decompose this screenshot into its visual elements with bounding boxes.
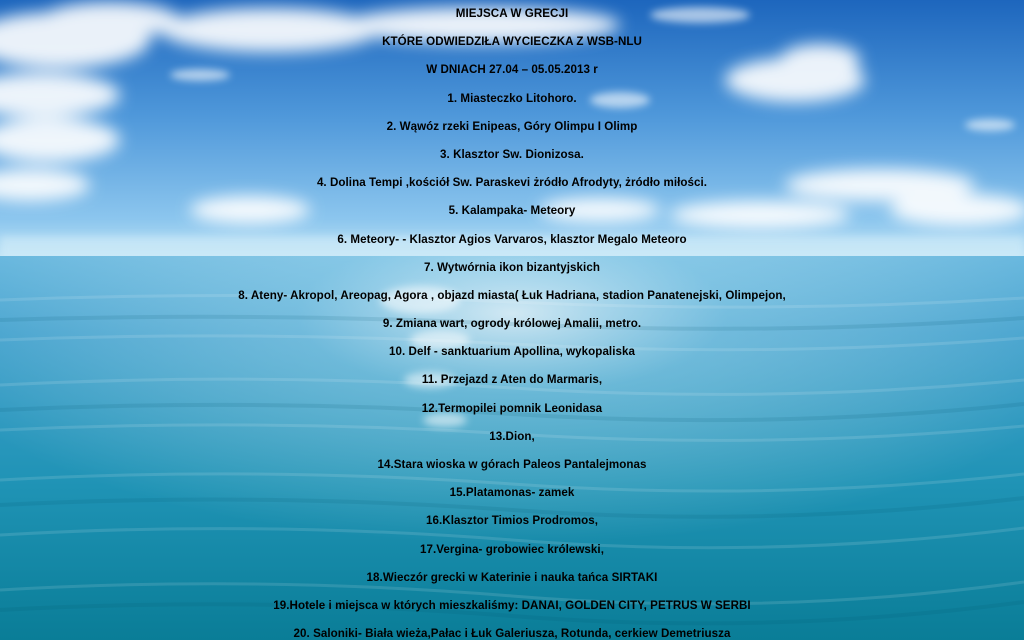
list-item: 7. Wytwórnia ikon bizantyjskich: [424, 260, 600, 274]
list-item: 8. Ateny- Akropol, Areopag, Agora , objazd miasta( Łuk Hadriana, stadion Panatenejski, Olimpejon,: [238, 288, 786, 302]
slide-dates: W DNIACH 27.04 – 05.05.2013 r: [426, 63, 598, 77]
list-item: 20. Saloniki- Biała wieża,Pałac i Łuk Galeriusza, Rotunda, cerkiew Demetriusza: [293, 627, 731, 640]
list-item: 11. Przejazd z Aten do Marmaris,: [421, 373, 603, 387]
list-item: 13.Dion,: [489, 429, 535, 443]
list-item: 18.Wieczór grecki w Katerinie i nauka tańca SIRTAKI: [366, 570, 658, 584]
list-item: 17.Vergina- grobowiec królewski,: [420, 542, 604, 556]
list-item: 1. Miasteczko Litohoro.: [447, 91, 577, 105]
list-item: 3. Klasztor Sw. Dionizosa.: [440, 147, 584, 161]
slide-subtitle: KTÓRE ODWIEDZIŁA WYCIECZKA Z WSB-NLU: [382, 35, 642, 49]
list-item: 10. Delf - sanktuarium Apollina, wykopaliska: [389, 345, 635, 359]
list-item: 14.Stara wioska w górach Paleos Pantalejmonas: [377, 458, 647, 471]
list-item: 12.Termopilei pomnik Leonidasa: [421, 401, 603, 415]
list-item: 15.Platamonas- zamek: [449, 486, 575, 500]
list-item: 16.Klasztor Timios Prodromos,: [426, 514, 598, 528]
list-item: 5. Kalampaka- Meteory: [448, 204, 576, 218]
list-item: 19.Hotele i miejsca w których mieszkaliśmy: DANAI, GOLDEN CITY, PETRUS W SERBI: [273, 598, 751, 612]
list-item: 2. Wąwóz rzeki Enipeas, Góry Olimpu I Olimp: [386, 119, 638, 133]
slide-title: MIEJSCA W GRECJI: [455, 7, 569, 20]
list-item: 6. Meteory- - Klasztor Agios Varvaros, klasztor Megalo Meteoro: [337, 232, 687, 246]
list-item: 4. Dolina Tempi ,kościół Sw. Paraskevi żródło Afrodyty, żródło miłości.: [316, 176, 708, 190]
list-item: 9. Zmiana wart, ogrody królowej Amalii, metro.: [382, 317, 642, 331]
